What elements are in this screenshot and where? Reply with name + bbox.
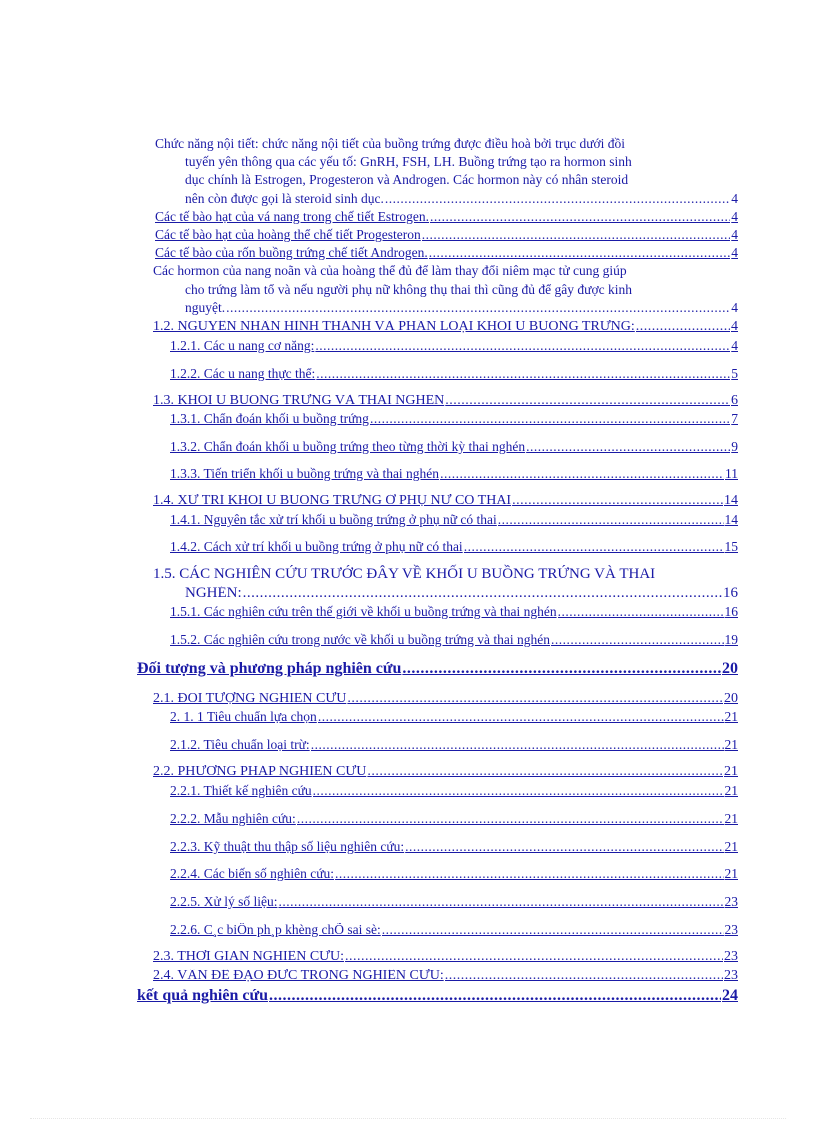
toc-section-1-3[interactable] [153,394,738,408]
page-bottom-divider [30,1118,786,1119]
toc-entry-text: 2.2. PHƯƠNG PHÁP NGHIÊN CỨU [153,765,367,779]
toc-entry-text: 2.2.2. Mẫu nghiên cứu: [170,812,296,826]
toc-chapter-2[interactable] [137,661,738,677]
toc-page-number: 21 [724,765,738,779]
toc-entry-text: 1.2. NGUYÊN NHÂN HÌNH THÀNH VÀ PHÂN LOẠI KHỐI U BUỒNG TRỨNG: [153,320,635,334]
toc-entry-text: 1.5. CÁC NGHIÊN CỨU TRƯỚC ĐÂY VỀ KHỐI U BUỒNG TRỨNG VÀ THAI [153,566,656,582]
toc-section-2-3[interactable] [153,950,738,964]
toc-leader-dots [445,394,730,408]
toc-page-number: 16 [724,605,738,619]
toc-section-2-2-1[interactable] [170,784,738,798]
toc-page-number: 15 [724,540,738,554]
toc-entry-text: 1.3. KHỐI U BUỒNG TRỨNG VÀ THAI NGHÉN [153,394,445,408]
toc-leader-dots [278,895,723,909]
toc-entry-text: Đối tượng và phương pháp nghiên cứu [137,661,402,677]
toc-page-number: 21 [724,867,738,881]
toc-section-2-2-5[interactable] [170,895,738,909]
toc-entry-text: 2.3. THỜI GIAN NGHIÊN CỨU: [153,950,345,964]
toc-entry-text: 2.1.2. Tiêu chuẩn loại trừ: [170,738,310,752]
toc-entry-text: Các tế bào hạt của hoàng thể chế tiết Progesteron [155,228,421,242]
toc-page-number: 5 [731,367,738,381]
toc-page-number: 23 [724,969,738,983]
toc-leader-dots [558,605,724,619]
toc-leader-dots [636,320,730,334]
toc-entry-text: kết quả nghiên cứu [137,988,268,1004]
toc-entry-text: 1.3.2. Chẩn đoán khối u buồng trứng theo từng thời kỳ thai nghén [170,440,526,454]
toc-page-number: 4 [731,228,738,242]
toc-section-1-4-2[interactable] [170,540,738,554]
toc-leader-dots [429,246,731,260]
toc-section-2-1[interactable] [153,692,738,706]
toc-leader-dots [382,923,724,937]
toc-entry-androgen[interactable] [155,246,738,260]
toc-entry-text: 2. 1. 1 Tiêu chuẩn lựa chọn [170,710,317,724]
toc-leader-dots [367,765,723,779]
toc-entry-text: 1.5.2. Các nghiên cứu trong nước về khối u buồng trứng và thai nghén [170,633,551,647]
toc-entry-text: 2.4. VẤN ĐỀ ĐẠO ĐỨC TRONG NGHIÊN CỨU: [153,969,444,983]
toc-section-2-2-2[interactable] [170,812,738,826]
toc-section-2-2-6[interactable] [170,923,738,937]
toc-page-number: 24 [722,988,738,1004]
toc-leader-dots [335,867,723,881]
toc-leader-dots [318,710,724,724]
toc-leader-dots [464,540,724,554]
toc-leader-dots [311,738,724,752]
toc-section-2-1-1[interactable] [170,710,738,724]
toc-leader-dots [316,367,730,381]
toc-page-number: 4 [731,320,738,334]
toc-entry-text: 2.2.3. Kỹ thuật thu thập số liệu nghiên cứu: [170,840,405,854]
toc-page-number: 23 [724,923,738,937]
toc-entry-text: nên còn được gọi là steroid sinh dục. [185,192,384,206]
toc-section-1-2-1[interactable] [170,339,738,353]
toc-leader-dots [347,692,723,706]
toc-page-number: 9 [731,440,738,454]
toc-entry-text: Các tế bào hạt của vá nang trong chế tiết Estrogen. [155,210,430,224]
toc-section-1-4[interactable] [153,494,738,508]
toc-leader-dots [370,412,730,426]
toc-leader-dots [315,339,730,353]
toc-entry-text: Các hormon của nang noãn và của hoàng thể đủ để làm thay đổi niêm mạc tử cung giúp [153,263,627,278]
toc-page-number: 21 [724,738,738,752]
toc-page-number: 4 [731,246,738,260]
toc-leader-dots [422,228,730,242]
toc-entry-text: tuyến yên thông qua các yếu tố: GnRH, FSH, LH. Buồng trứng tạo ra hormon sinh [185,154,632,169]
toc-page-number: 4 [731,339,738,353]
toc-entry-text: 1.5.1. Các nghiên cứu trên thế giới về khối u buồng trứng và thai nghén [170,605,557,619]
toc-page-number: 21 [724,784,738,798]
toc-leader-dots [526,440,730,454]
toc-page-number: 20 [724,692,738,706]
toc-entry-text: 2.2.5. Xử lý số liệu: [170,895,278,909]
toc-leader-dots [498,513,724,527]
toc-page-number: 11 [725,467,738,481]
toc-leader-dots [551,633,723,647]
toc-leader-dots [313,784,724,798]
toc-entry-text: 1.4.1. Nguyên tắc xử trí khối u buồng trứng ở phụ nữ có thai [170,513,497,527]
toc-page-number: 20 [722,661,738,677]
toc-page-number: 14 [724,513,738,527]
toc-leader-dots [405,840,723,854]
toc-leader-dots [345,950,723,964]
toc-page-number: 19 [724,633,738,647]
toc-section-2-1-2[interactable] [170,738,738,752]
toc-entry-text: 2.2.1. Thiết kế nghiên cứu [170,784,312,798]
toc-section-1-5-1[interactable] [170,605,738,619]
toc-leader-dots [430,210,730,224]
toc-leader-dots [512,494,723,508]
toc-leader-dots [440,467,724,481]
toc-page-number: 23 [724,950,738,964]
toc-page-number: 4 [731,301,738,315]
toc-entry-text: nguyệt. [185,301,226,315]
toc-section-1-2-2[interactable] [170,367,738,381]
toc-entry-text: Chức năng nội tiết: chức năng nội tiết của buồng trứng được điều hoà bởi trục dưới đồi [155,136,626,151]
toc-leader-dots [445,969,723,983]
toc-entry-text: dục chính là Estrogen, Progesteron và Androgen. Các hormon này có nhân steroid [185,172,629,187]
toc-page-number: 21 [724,710,738,724]
toc-page-number: 16 [723,586,738,601]
toc-leader-dots [243,586,722,601]
toc-page-number: 21 [724,840,738,854]
toc-page-number: 23 [724,895,738,909]
toc-chapter-3[interactable] [137,988,738,1004]
toc-entry-text: Các tế bào của rốn buồng trứng chế tiết Androgen. [155,246,428,260]
toc-entry-text: cho trứng làm tổ và nếu người phụ nữ không thụ thai thì cũng đủ để gây được kinh [185,282,632,297]
toc-leader-dots [385,192,730,206]
toc-entry-text: 1.3.1. Chẩn đoán khối u buồng trứng [170,412,369,426]
toc-section-1-3-3[interactable] [170,467,738,481]
toc-leader-dots [402,661,721,677]
toc-entry-estrogen[interactable] [155,210,738,224]
toc-section-2-2[interactable] [153,765,738,779]
toc-page-number: 6 [731,394,738,408]
toc-entry-text: 1.2.1. Các u nang cơ năng: [170,339,315,353]
toc-page-number: 21 [724,812,738,826]
toc-section-2-2-4[interactable] [170,867,738,881]
toc-leader-dots [226,301,730,315]
toc-section-1-5-2[interactable] [170,633,738,647]
toc-page-number: 4 [731,210,738,224]
toc-section-2-2-3[interactable] [170,840,738,854]
toc-entry-text: 2.2.6. C¸c biÖn ph¸p khèng chÕ sai sè: [170,923,381,937]
toc-page-number: 14 [724,494,738,508]
toc-entry-text: 1.4.2. Cách xử trí khối u buồng trứng ở phụ nữ có thai [170,540,463,554]
toc-entry-text: 1.4. XỬ TRÍ KHỐI U BUỒNG TRỨNG Ở PHỤ NỮ CÓ THAI [153,494,512,508]
toc-section-1-3-2[interactable] [170,440,738,454]
toc-entry-text: 1.2.2. Các u nang thực thể: [170,367,316,381]
toc-page-number: 7 [731,412,738,426]
toc-section-1-3-1[interactable] [170,412,738,426]
toc-entry-text: NGHÉN: [185,586,242,601]
toc-section-1-2[interactable] [153,320,738,334]
toc-section-1-4-1[interactable] [170,513,738,527]
toc-section-2-4[interactable] [153,969,738,983]
toc-entry-text: 1.3.3. Tiến triển khối u buồng trứng và thai nghén [170,467,440,481]
toc-entry-text: 2.2.4. Các biến số nghiên cứu: [170,867,335,881]
toc-page-number: 4 [731,192,738,206]
toc-leader-dots [297,812,724,826]
toc-entry-text: 2.1. ĐỐI TƯỢNG NGHIÊN CỨU [153,692,347,706]
toc-leader-dots [269,988,721,1004]
toc-entry-progesteron[interactable] [155,228,738,242]
